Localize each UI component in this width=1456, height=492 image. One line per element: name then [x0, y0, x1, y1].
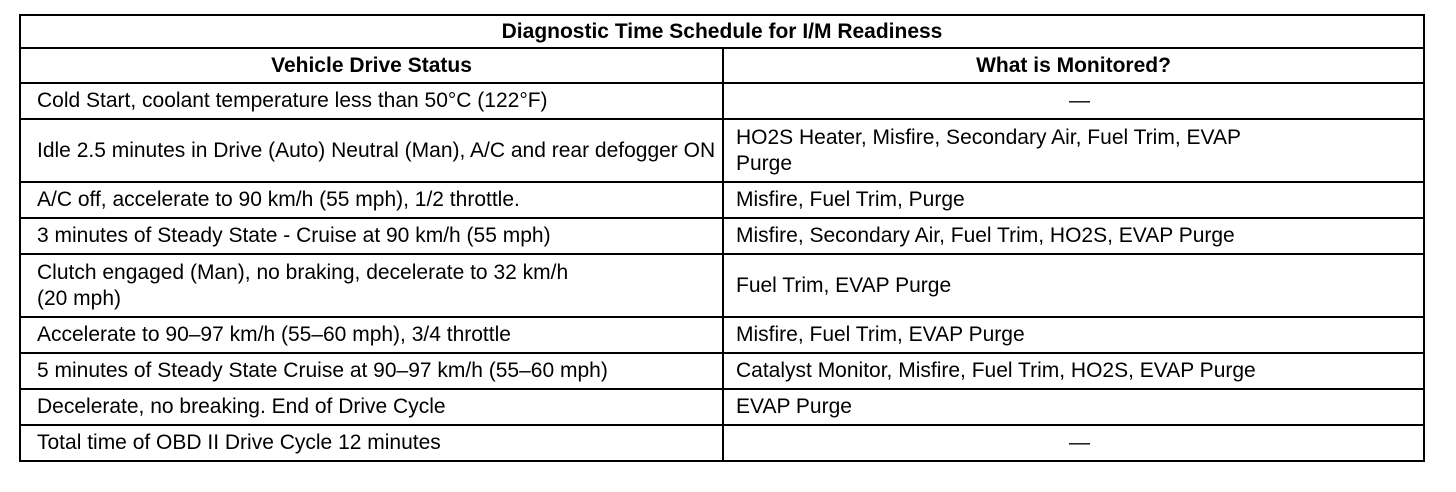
table-row: [20, 425, 1424, 461]
monitored-cell: Misfire, Fuel Trim, EVAP Purge: [723, 317, 1424, 353]
diagnostic-schedule-table: [19, 14, 1425, 462]
title-row: [20, 15, 1424, 48]
monitored-dash: —: [1069, 89, 1090, 112]
header-row: [20, 48, 1424, 83]
drive-status-cell: Decelerate, no breaking. End of Drive Cycle: [20, 389, 723, 425]
monitored-cell: [723, 425, 1424, 461]
table-row: [20, 83, 1424, 119]
drive-status-cell: A/C off, accelerate to 90 km/h (55 mph), 1/2 throttle.: [20, 182, 723, 218]
table-row: [20, 353, 1424, 389]
column-header-vehicle-drive-status: Vehicle Drive Status: [20, 48, 723, 83]
drive-status-cell: Idle 2.5 minutes in Drive (Auto) Neutral (Man), A/C and rear defogger ON: [20, 119, 723, 182]
monitored-cell: [723, 83, 1424, 119]
drive-status-cell: 3 minutes of Steady State - Cruise at 90 km/h (55 mph): [20, 218, 723, 254]
monitored-cell: Misfire, Fuel Trim, Purge: [723, 182, 1424, 218]
table-row: [20, 254, 1424, 317]
drive-status-cell: Cold Start, coolant temperature less than 50°C (122°F): [20, 83, 723, 119]
table-row: [20, 182, 1424, 218]
table-title: Diagnostic Time Schedule for I/M Readiness: [20, 15, 1424, 48]
monitored-dash: —: [1069, 431, 1090, 454]
drive-status-cell: Total time of OBD II Drive Cycle 12 minutes: [20, 425, 723, 461]
column-header-what-is-monitored: What is Monitored?: [723, 48, 1424, 83]
table-row: [20, 119, 1424, 182]
monitored-cell: Catalyst Monitor, Misfire, Fuel Trim, HO2S, EVAP Purge: [723, 353, 1424, 389]
monitored-cell: Misfire, Secondary Air, Fuel Trim, HO2S, EVAP Purge: [723, 218, 1424, 254]
drive-status-cell: Accelerate to 90–97 km/h (55–60 mph), 3/4 throttle: [20, 317, 723, 353]
drive-status-cell: Clutch engaged (Man), no braking, decelerate to 32 km/h (20 mph): [20, 254, 723, 317]
table-row: [20, 317, 1424, 353]
table-row: [20, 389, 1424, 425]
table-row: [20, 218, 1424, 254]
monitored-cell: HO2S Heater, Misfire, Secondary Air, Fuel Trim, EVAP Purge: [723, 119, 1424, 182]
monitored-cell: EVAP Purge: [723, 389, 1424, 425]
drive-status-cell: 5 minutes of Steady State Cruise at 90–97 km/h (55–60 mph): [20, 353, 723, 389]
monitored-cell: Fuel Trim, EVAP Purge: [723, 254, 1424, 317]
